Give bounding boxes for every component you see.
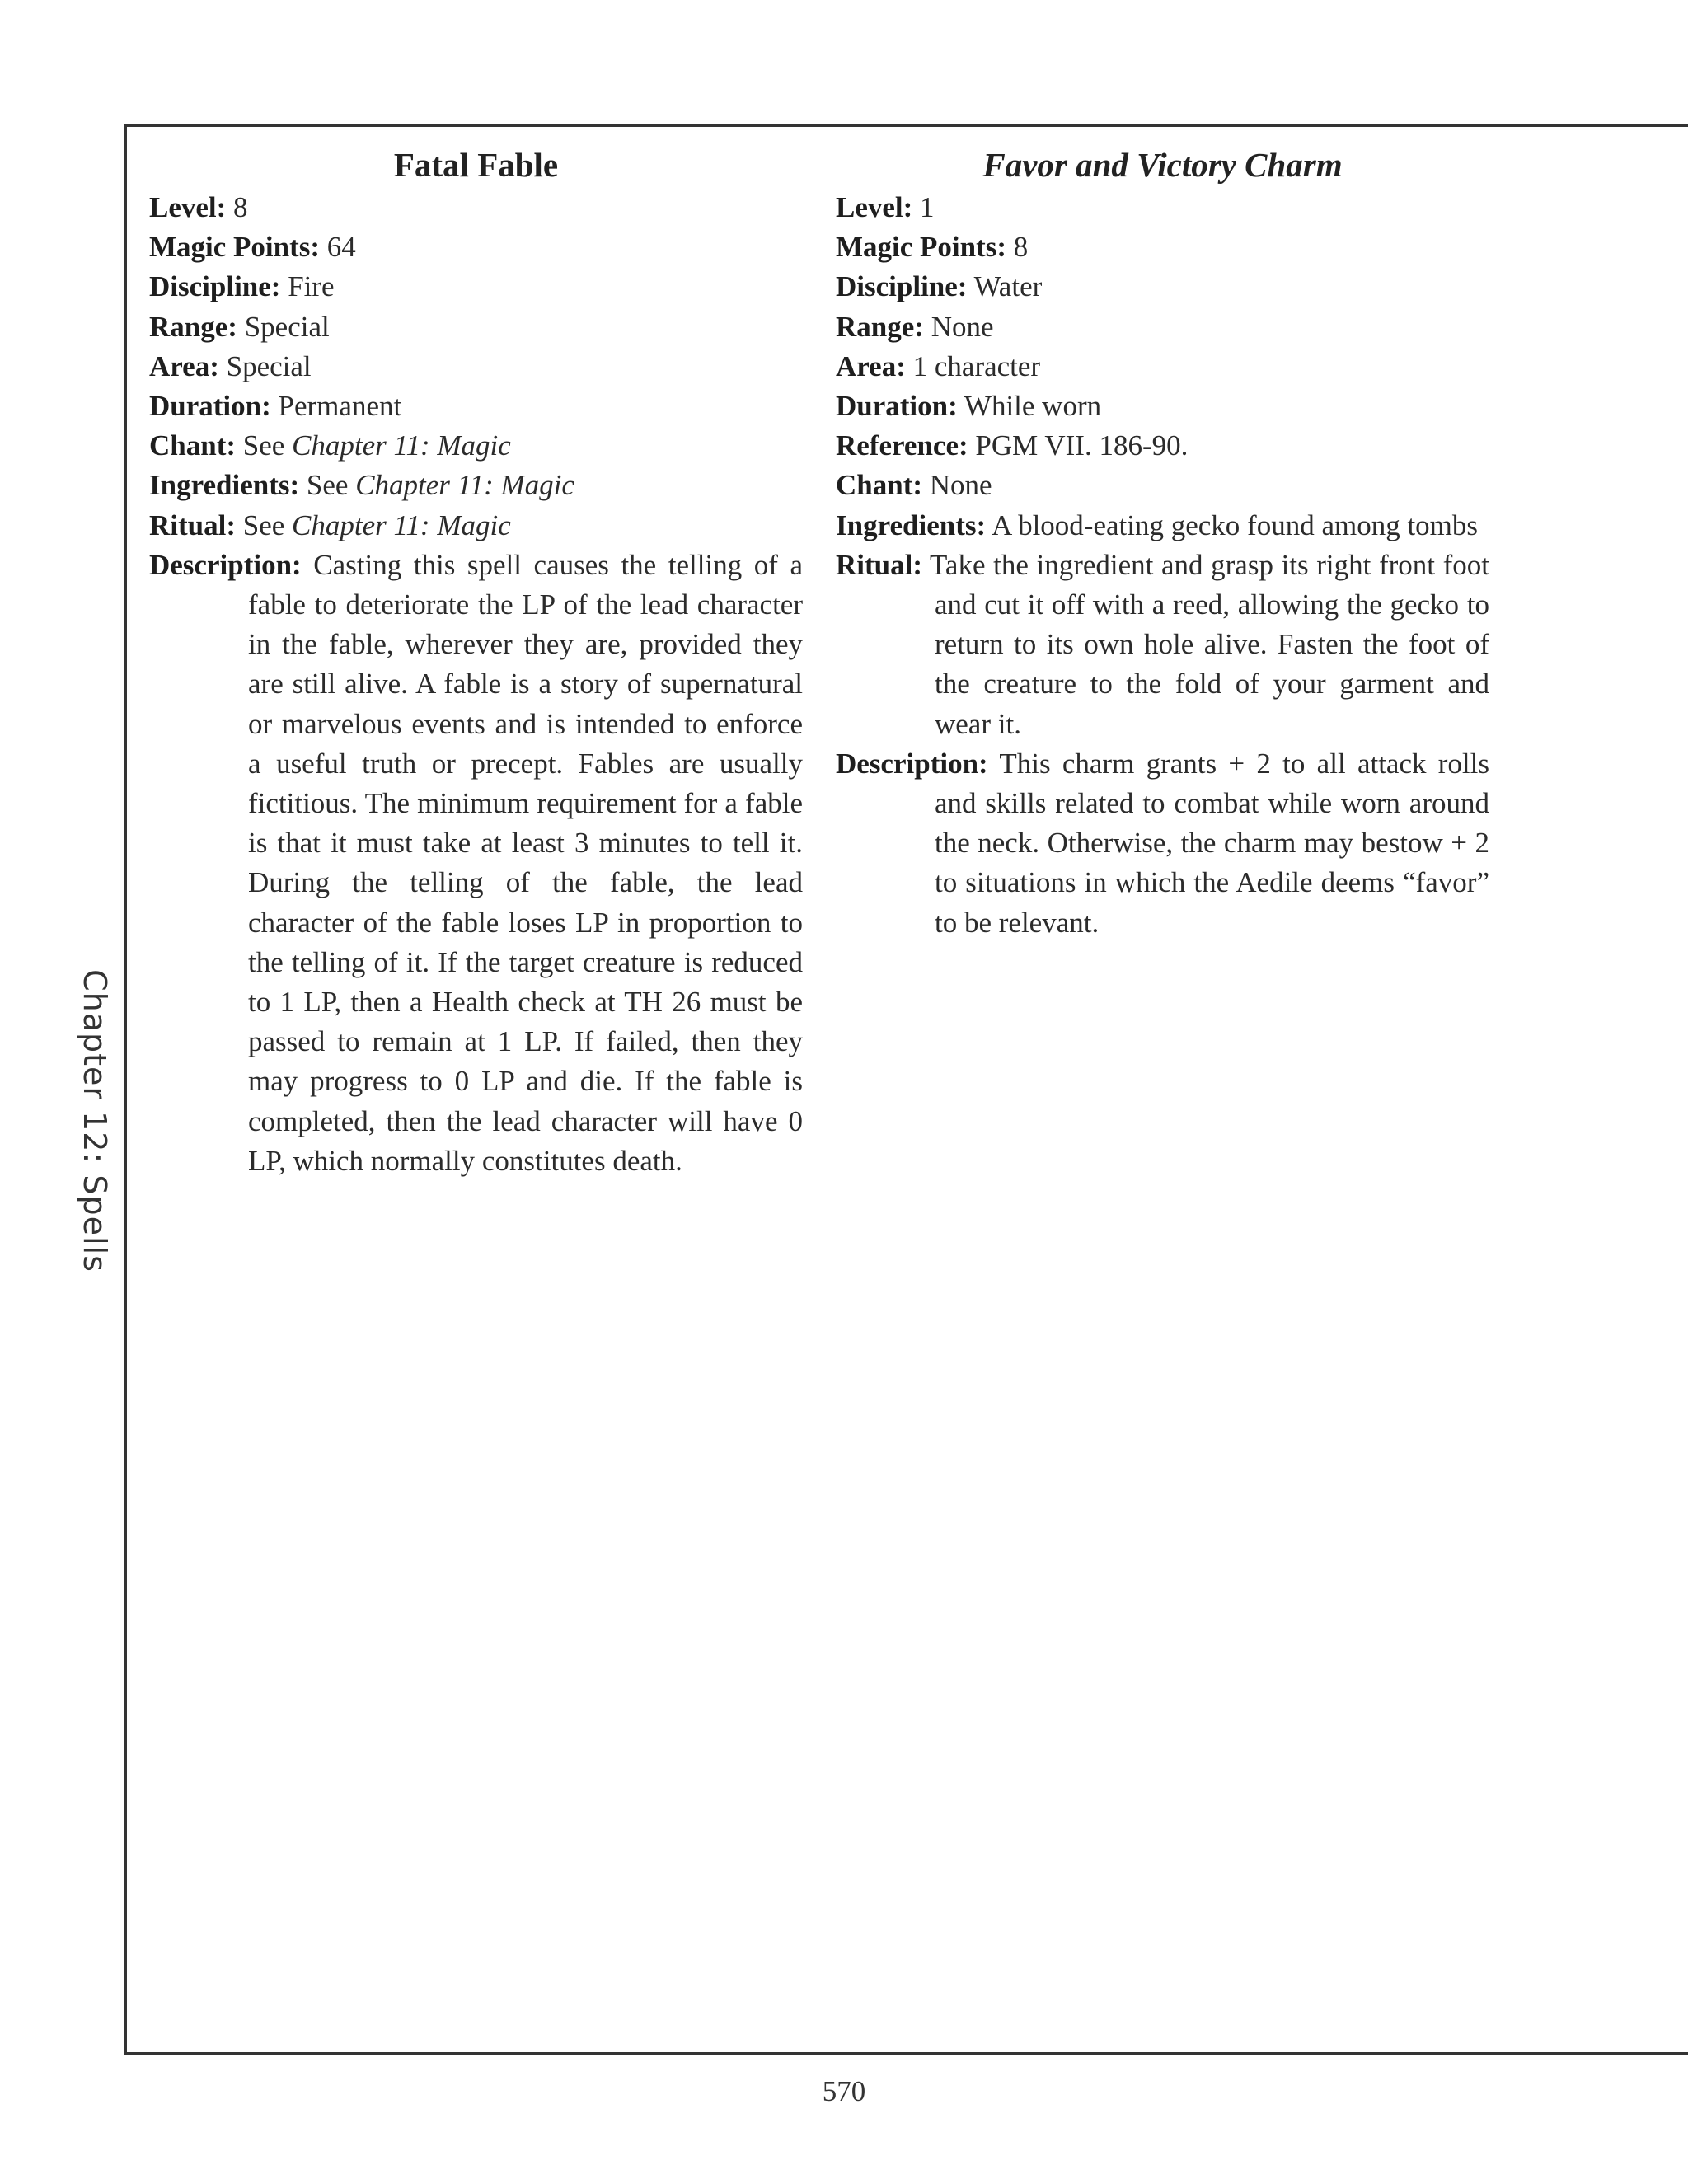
- stat-prefix: See: [242, 509, 285, 541]
- stat-ingredients: [149, 466, 803, 505]
- spell-entry-fatal-fable: [149, 142, 803, 1181]
- stat-magic-points: [836, 227, 1489, 267]
- stat-value: Take the ingredient and grasp its right front foot and cut it off with a reed, allowing the gecko to return to its own hole alive. Fasten the foot of the creature to the fold of your garment and wear it.: [929, 548, 1489, 740]
- stat-duration: [149, 387, 803, 426]
- stat-level: [836, 188, 1489, 227]
- stat-label: Ritual:: [149, 509, 236, 541]
- chapter-tab-label: Chapter 12: Spells: [77, 969, 113, 1272]
- stat-area: [836, 347, 1489, 387]
- stat-value: Casting this spell causes the telling of a fable to deteriorate the LP of the lead character in the fable, wherever they are, provided they are still alive. A fable is a story of supernatural or marvelous events and is intended to enforce a useful truth or precept. Fables are usually fictitious. The minimum requirement for a fable is that it must take at least 3 minutes to tell it. During the telling of the fable, the lead character of the fable loses LP in proportion to the telling of it. If the target creature is reduced to 1 LP, then a Health check at TH 26 must be passed to remain at 1 LP. If failed, then they may progress to 0 LP and die. If the fable is completed, then the lead character will have 0 LP, which normally constitutes death.: [248, 548, 803, 1177]
- stat-description: [836, 744, 1489, 943]
- stat-label: Ingredients:: [149, 469, 300, 502]
- stat-label: Discipline:: [149, 270, 281, 303]
- stat-label: Range:: [836, 310, 924, 343]
- stat-chant: [149, 426, 803, 466]
- stat-label: Magic Points:: [149, 231, 321, 264]
- stat-magic-points: [149, 227, 803, 267]
- stat-label: Discipline:: [836, 270, 968, 303]
- stat-label: Ingredients:: [836, 509, 987, 541]
- stat-ingredients: [836, 506, 1489, 546]
- stat-value: Water: [973, 270, 1043, 303]
- stat-label: Description:: [836, 747, 988, 780]
- stat-discipline: [149, 267, 803, 307]
- stat-duration: [836, 387, 1489, 426]
- stat-label: Chant:: [149, 429, 237, 462]
- stat-value: Special: [244, 310, 330, 343]
- stat-prefix: See: [242, 429, 285, 462]
- stat-label: Description:: [149, 548, 302, 581]
- stat-value: This charm grants + 2 to all attack rolls and skills related to combat while worn around the neck. Otherwise, the charm may bestow + 2 to situations in which the Aedile deems “favor” to be relevant.: [935, 747, 1489, 939]
- stat-value: While worn: [964, 390, 1102, 423]
- stat-label: Level:: [836, 191, 913, 223]
- stat-prefix: See: [306, 469, 349, 502]
- stat-range: [836, 307, 1489, 347]
- stat-label: Area:: [836, 349, 906, 382]
- stat-ritual: [149, 506, 803, 546]
- stat-value: 1 character: [912, 349, 1041, 382]
- stat-level: [149, 188, 803, 227]
- stat-reference: [836, 426, 1489, 466]
- stat-value: Fire: [288, 270, 335, 303]
- stat-value: 64: [326, 231, 356, 264]
- stat-label: Duration:: [836, 390, 958, 423]
- stat-value: None: [931, 310, 994, 343]
- stat-label: Magic Points:: [836, 231, 1007, 264]
- spell-title: Favor and Victory Charm: [982, 146, 1343, 184]
- stat-value: Special: [226, 349, 312, 382]
- stat-value: Permanent: [278, 390, 402, 423]
- stat-label: Ritual:: [836, 548, 922, 581]
- stat-discipline: [836, 267, 1489, 307]
- stat-area: [149, 347, 803, 387]
- stat-value: None: [929, 469, 992, 502]
- stat-label: Reference:: [836, 429, 968, 462]
- stat-range: [149, 307, 803, 347]
- chapter-reference: Chapter 11: Magic: [292, 429, 511, 462]
- stat-ritual: [836, 546, 1489, 744]
- chapter-tab: [58, 969, 132, 1272]
- spell-entry-favor-and-victory-charm: [836, 142, 1489, 943]
- stat-chant: [836, 466, 1489, 505]
- stat-label: Level:: [149, 191, 227, 223]
- chapter-reference: Chapter 11: Magic: [355, 469, 574, 502]
- chapter-reference: Chapter 11: Magic: [292, 509, 511, 541]
- stat-value: 1: [920, 191, 935, 223]
- stat-label: Duration:: [149, 390, 271, 423]
- spell-title: Fatal Fable: [393, 146, 559, 184]
- stat-value: PGM VII. 186-90.: [975, 429, 1189, 462]
- stat-label: Chant:: [836, 469, 923, 502]
- stat-value: 8: [233, 191, 248, 223]
- stat-label: Area:: [149, 349, 219, 382]
- stat-label: Range:: [149, 310, 237, 343]
- stat-value: A blood-eating gecko found among tombs: [991, 509, 1479, 541]
- page-number: 570: [822, 2075, 866, 2107]
- stat-description: [149, 546, 803, 1181]
- stat-value: 8: [1013, 231, 1029, 264]
